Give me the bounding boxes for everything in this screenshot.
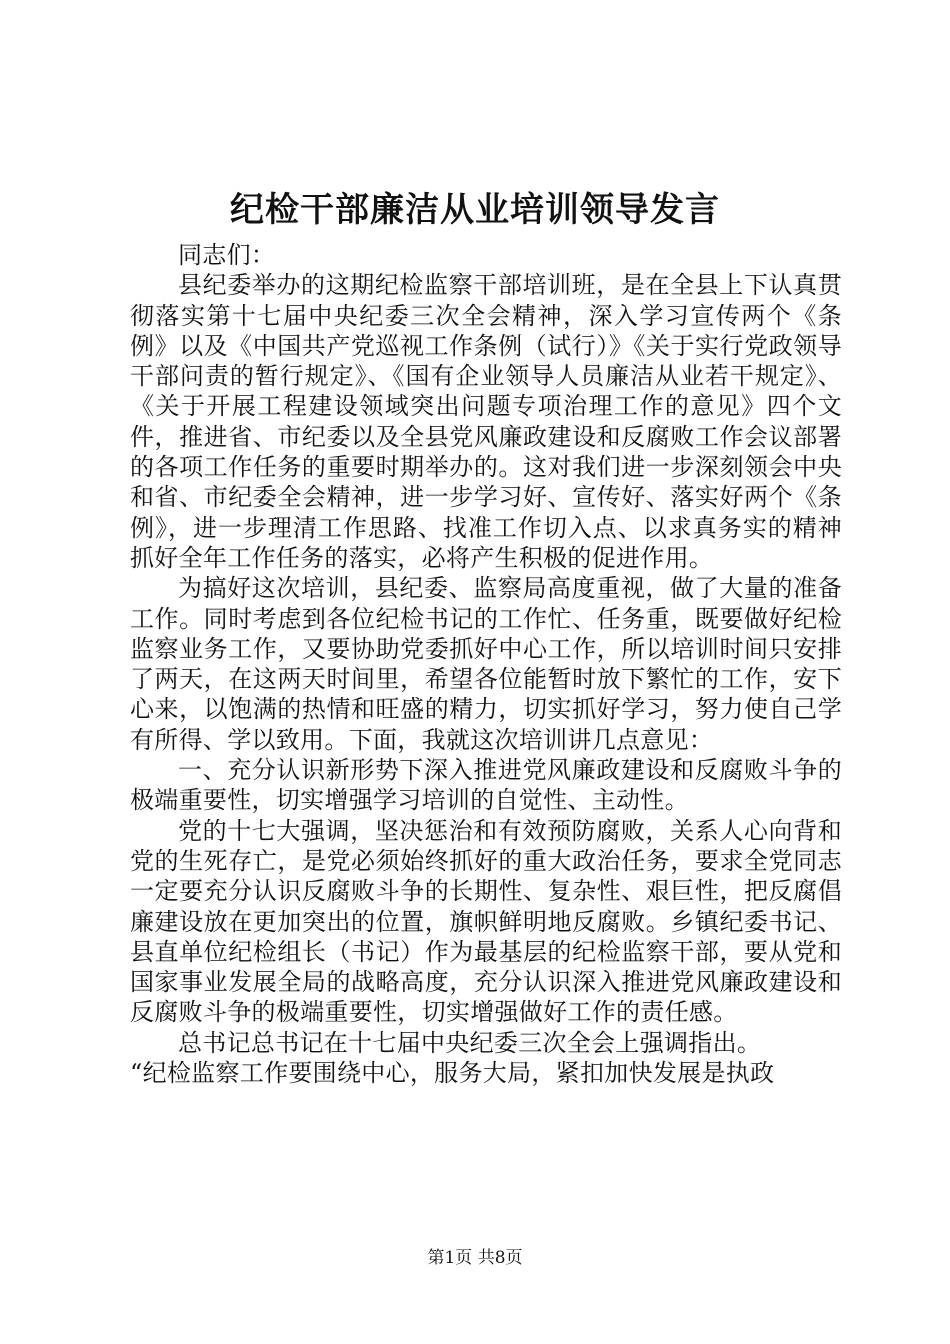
paragraph-preparation: 为搞好这次培训，县纪委、监察局高度重视，做了大量的准备工作。同时考虑到各位纪检书记的工作忙、任务重，既要做好纪检监察业务工作，又要协助党委抓好中心工作，所以培训时间只安排了两天，在这两天时间里，希望各位能暂时放下繁忙的工作，安下心来，以饱满的热情和旺盛的精力，切实抓好学习，努力使自己学有所得、学以致用。下面，我就这次培训讲几点意见：: [130, 574, 842, 754]
paragraph-party-congress: 党的十七大强调，坚决惩治和有效预防腐败，关系人心向背和党的生死存亡，是党必须始终抓好的重大政治任务，要求全党同志一定要充分认识反腐败斗争的长期性、复杂性、艰巨性，把反腐倡廉建设放在更加突出的位置，旗帜鲜明地反腐败。乡镇纪委书记、县直单位纪检组长（书记）作为最基层的纪检监察干部，要从党和国家事业发展全局的战略高度，充分认识深入推进党风廉政建设和反腐败斗争的极端重要性，切实增强做好工作的责任感。: [130, 816, 842, 1027]
paragraph-intro: 县纪委举办的这期纪检监察干部培训班，是在全县上下认真贯彻落实第十七届中央纪委三次全会精神，深入学习宣传两个《条例》以及《中国共产党巡视工作条例（试行）》《关于实行党政领导干部问责的暂行规定》、《国有企业领导人员廉洁从业若干规定》、《关于开展工程建设领域突出问题专项治理工作的意见》四个文件，推进省、市纪委以及全县党风廉政建设和反腐败工作会议部署的各项工作任务的重要时期举办的。这对我们进一步深刻领会中央和省、市纪委全会精神，进一步学习好、宣传好、落实好两个《条例》，进一步理清工作思路、找准工作切入点、以求真务实的精神抓好全年工作任务的落实，必将产生积极的促进作用。: [130, 271, 842, 572]
salutation: 同志们：: [178, 241, 276, 269]
page-footer: 第1页 共8页: [427, 1248, 523, 1268]
document-title: 纪检干部廉洁从业培训领导发言: [230, 190, 720, 230]
paragraph-quote: “纪检监察工作要围绕中心，服务大局，紧扣加快发展是执政: [130, 1059, 775, 1088]
section-heading-1: 一、充分认识新形势下深入推进党风廉政建设和反腐败斗争的极端重要性，切实增强学习培训的自觉性、主动性。: [130, 756, 842, 815]
document-body: [130, 240, 842, 1088]
paragraph-general-secretary: 总书记总书记在十七届中央纪委三次全会上强调指出。: [178, 1028, 762, 1057]
